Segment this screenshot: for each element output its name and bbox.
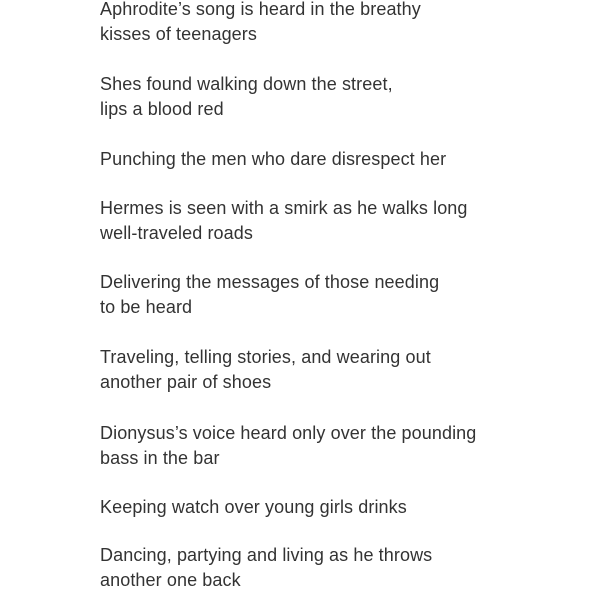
- poem-line: well-traveled roads: [100, 223, 253, 243]
- poem-line: Keeping watch over young girls drinks: [100, 497, 407, 517]
- poem-line: another pair of shoes: [100, 372, 272, 392]
- poem-line: Delivering the messages of those needing: [100, 272, 440, 292]
- stanza-8: [100, 495, 580, 520]
- poem-line: Hermes is seen with a smirk as he walks long: [100, 198, 468, 218]
- poem-line: Dionysus’s voice heard only over the pounding: [100, 423, 477, 443]
- poem-line: another one back: [100, 570, 241, 590]
- stanza-4: [100, 196, 580, 246]
- poem-line: lips a blood red: [100, 99, 224, 119]
- poem-line: Traveling, telling stories, and wearing out: [100, 347, 431, 367]
- stanza-3: [100, 147, 580, 172]
- poem-line: bass in the bar: [100, 448, 220, 468]
- poem-line: to be heard: [100, 297, 193, 317]
- stanza-1: [100, 0, 580, 47]
- stanza-2: [100, 72, 580, 122]
- poem-line: Punching the men who dare disrespect her: [100, 149, 447, 169]
- stanza-6: [100, 345, 580, 395]
- stanza-9: [100, 543, 580, 593]
- stanza-7: [100, 421, 580, 471]
- poem-line: Shes found walking down the street,: [100, 74, 393, 94]
- poem-line: kisses of teenagers: [100, 24, 257, 44]
- poem-line: Dancing, partying and living as he throws: [100, 545, 433, 565]
- poem-line: Aphrodite’s song is heard in the breathy: [100, 0, 421, 19]
- stanza-5: [100, 270, 580, 320]
